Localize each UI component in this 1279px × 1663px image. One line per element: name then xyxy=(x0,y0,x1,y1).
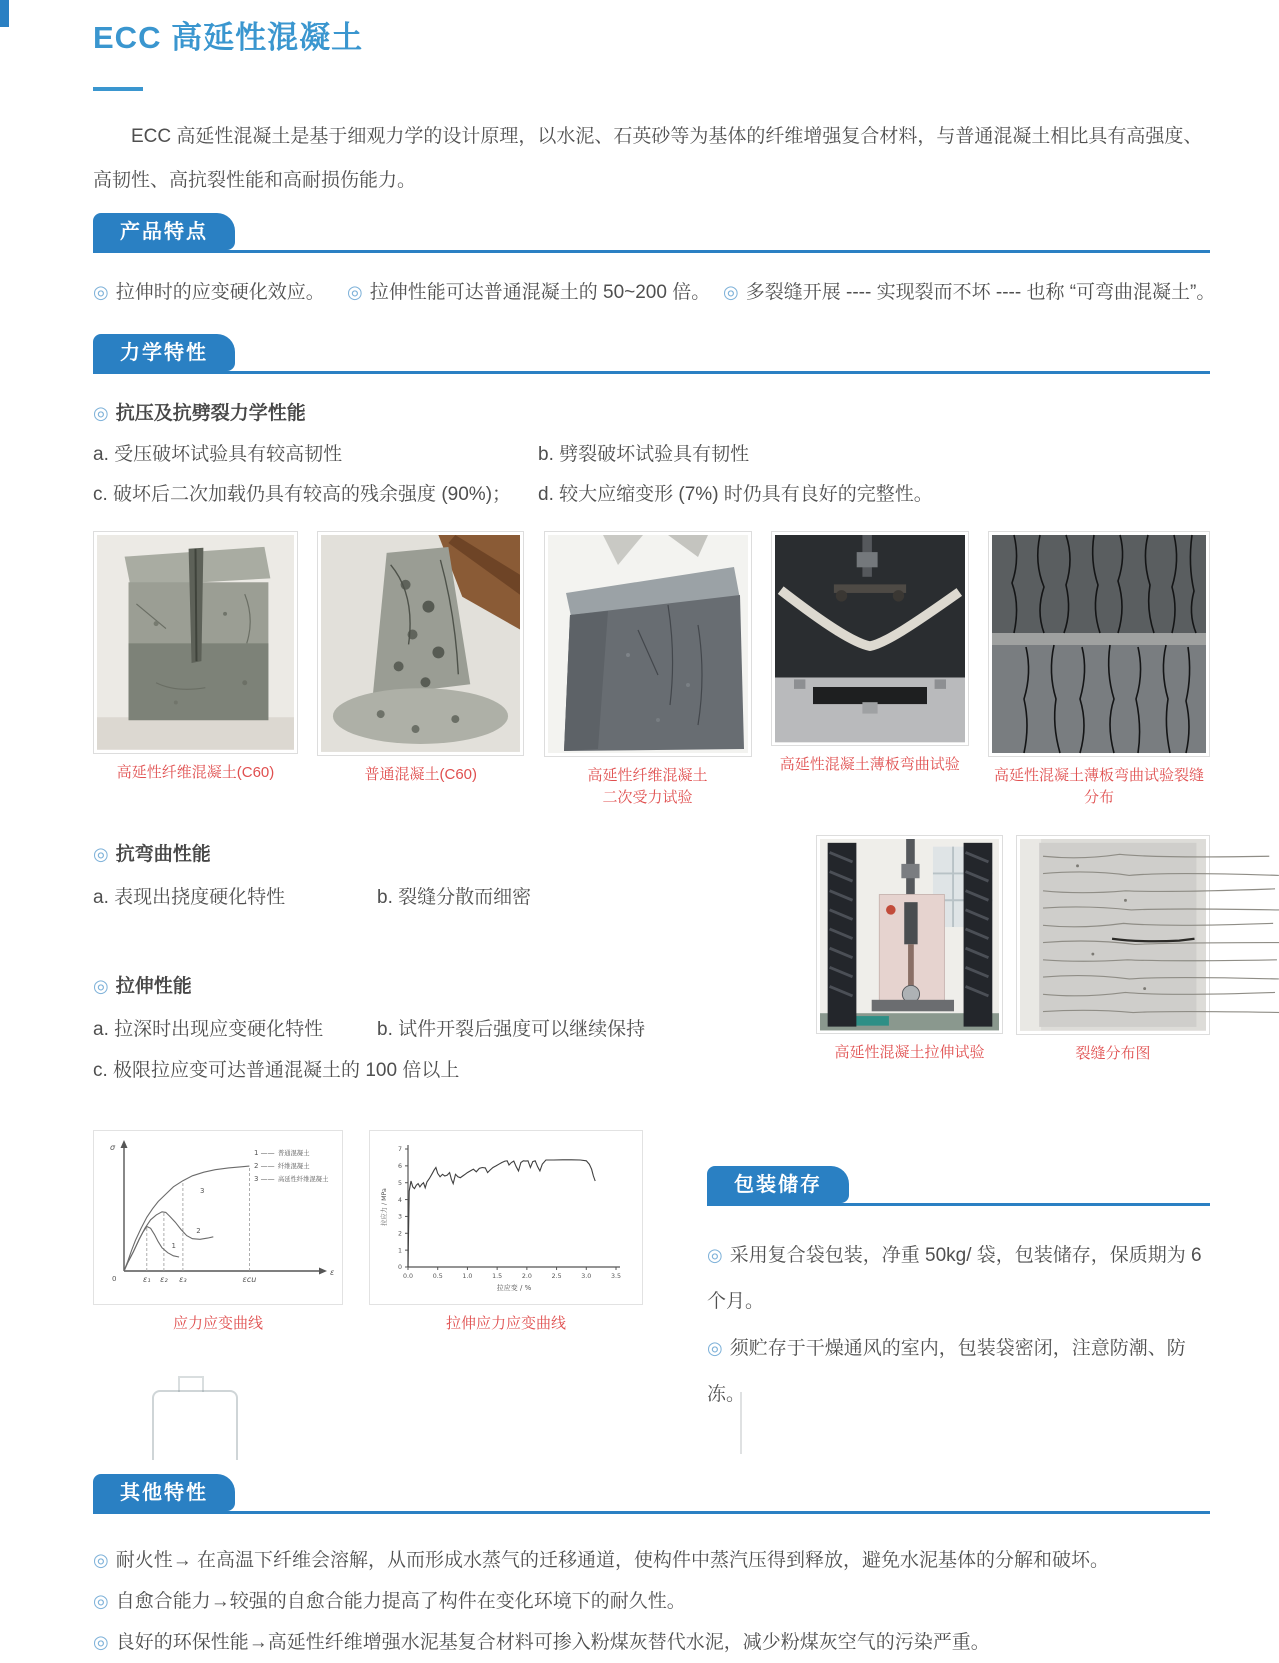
double-circle-bullet-icon: ◎ xyxy=(723,282,739,302)
bending-item-a: a. 表现出挠度硬化特性 xyxy=(93,887,286,908)
double-circle-bullet-icon: ◎ xyxy=(93,844,109,864)
stress-strain-chart xyxy=(93,1130,343,1305)
figure-tensile-curve-chart xyxy=(369,1130,643,1335)
svg-text:3: 3 xyxy=(200,1186,205,1195)
photo-thin-plate-bending-test-image xyxy=(775,535,965,742)
feature-bullet-text: 多裂缝开展 ---- 实现裂而不坏 ---- 也称 “可弯曲混凝土”。 xyxy=(745,282,1216,303)
mid-section xyxy=(93,835,1210,1082)
tension-block xyxy=(93,971,816,1082)
feature-bullet-text: 拉伸时的应变硬化效应。 xyxy=(115,282,325,303)
tension-items xyxy=(93,1014,816,1041)
figure-crack-distribution xyxy=(988,531,1210,809)
features-bullet-row xyxy=(93,277,1216,304)
tension-item-a: a. 拉深时出现应变硬化特性 xyxy=(93,1019,324,1040)
photo-ecc-fiber-concrete-c60-image xyxy=(97,535,294,750)
section-heading-packaging: 包装储存 xyxy=(707,1166,849,1203)
chart-caption: 应力应变曲线 xyxy=(172,1315,263,1332)
svg-text:2.0: 2.0 xyxy=(521,1273,532,1280)
photo-crack-distribution-map-image xyxy=(1020,839,1206,1031)
section-packaging xyxy=(707,1166,1210,1206)
feature-bullet-text: 拉伸性能可达普通混凝土的 50~200 倍。 xyxy=(369,282,711,303)
svg-text:3: 3 xyxy=(397,1213,402,1221)
other-bullet-text: 耐火性→ 在高温下纤维会溶解，从而形成水蒸气的迁移通道，使构件中蒸汽压得到释放，避免水泥基体的分解和破坏。 xyxy=(115,1550,1110,1571)
svg-text:σ: σ xyxy=(110,1143,116,1152)
figure-tensile-test xyxy=(816,835,1003,1082)
svg-text:ε: ε xyxy=(330,1268,335,1277)
bending-subheading xyxy=(93,839,816,866)
svg-text:0.5: 0.5 xyxy=(432,1273,443,1280)
svg-text:1 ——: 1 —— xyxy=(254,1149,275,1157)
svg-text:ε₂: ε₂ xyxy=(160,1275,168,1284)
photo-caption: 裂缝分布图 xyxy=(1075,1044,1151,1062)
double-circle-bullet-icon: ◎ xyxy=(93,976,109,996)
svg-text:1.0: 1.0 xyxy=(462,1273,473,1280)
packaging-bullet xyxy=(707,1232,1210,1325)
other-bullet-text: 自愈合能力→较强的自愈合能力提高了构件在变化环境下的耐久性。 xyxy=(115,1591,686,1612)
photo-caption-line1: 高延性纤维混凝土 xyxy=(587,767,708,784)
other-bullet-text: 良好的环保性能→高延性纤维增强水泥基复合材料可掺入粉煤灰替代水泥，减少粉煤灰空气的污染严重。 xyxy=(115,1632,990,1653)
double-circle-bullet-icon: ◎ xyxy=(93,1550,109,1570)
photo-caption-line2: 二次受力试验 xyxy=(602,789,693,806)
compress-item-d: d. 较大应缩变形 (7%) 时仍具有良好的完整性。 xyxy=(538,484,933,505)
svg-text:纤维混凝土: 纤维混凝土 xyxy=(278,1163,310,1170)
section-heading-other: 其他特性 xyxy=(93,1474,235,1511)
double-circle-bullet-icon: ◎ xyxy=(93,403,109,423)
title-underline-decoration xyxy=(93,87,143,91)
svg-text:1.5: 1.5 xyxy=(492,1273,503,1280)
bending-item-b: b. 裂缝分散而细密 xyxy=(377,887,532,908)
section-mechanics xyxy=(93,334,1210,374)
compress-item-c: c. 破坏后二次加载仍具有较高的残余强度 (90%)； xyxy=(93,484,512,505)
svg-text:0: 0 xyxy=(397,1264,402,1272)
compress-item-a: a. 受压破坏试验具有较高韧性 xyxy=(93,444,343,465)
packaging-bullet-text: 采用复合袋包装，净重 50kg/ 袋，包装储存，保质期为 6 个月。 xyxy=(707,1245,1202,1312)
corner-blue-decoration xyxy=(0,0,9,27)
photo-ecc-secondary-load-test xyxy=(544,531,752,757)
svg-text:高延性纤维混凝土: 高延性纤维混凝土 xyxy=(278,1176,329,1183)
svg-text:3 ——: 3 —— xyxy=(254,1175,275,1183)
other-bullet xyxy=(93,1622,1210,1663)
photo-ecc-fiber-concrete-c60 xyxy=(93,531,298,754)
svg-text:2: 2 xyxy=(397,1230,402,1238)
svg-text:εcu: εcu xyxy=(242,1275,257,1284)
double-circle-bullet-icon: ◎ xyxy=(347,282,363,302)
photo-ecc-secondary-load-test-image xyxy=(548,535,748,753)
svg-text:5: 5 xyxy=(397,1179,402,1187)
double-circle-bullet-icon: ◎ xyxy=(707,1338,723,1358)
tensile-stress-strain-chart xyxy=(369,1130,643,1305)
photo-caption xyxy=(544,765,752,809)
figure-ecc-secondary-load xyxy=(544,531,752,809)
feature-bullet xyxy=(347,277,723,304)
figure-normal-c60 xyxy=(317,531,524,809)
svg-text:拉应变 / %: 拉应变 / % xyxy=(496,1284,532,1292)
tensile-stress-strain-chart-svg xyxy=(374,1135,638,1295)
double-circle-bullet-icon: ◎ xyxy=(93,1632,109,1652)
photo-caption: 高延性纤维混凝土(C60) xyxy=(116,763,275,781)
other-bullets xyxy=(93,1540,1210,1663)
double-circle-bullet-icon: ◎ xyxy=(93,282,109,302)
packaging-bullet-text: 须贮存于干燥通风的室内，包装袋密闭，注意防潮、防冻。 xyxy=(707,1338,1186,1405)
svg-text:ε₃: ε₃ xyxy=(179,1275,187,1284)
compress-item-b: b. 劈裂破坏试验具有韧性 xyxy=(538,444,750,465)
bending-items xyxy=(93,882,816,909)
svg-text:3.0: 3.0 xyxy=(581,1273,592,1280)
svg-text:1: 1 xyxy=(397,1247,402,1255)
figure-ecc-c60 xyxy=(93,531,298,809)
watermark-sketch-decoration xyxy=(152,1390,238,1460)
intro-paragraph: ECC 高延性混凝土是基于细观力学的设计原理，以水泥、石英砂等为基体的纤维增强复合材料，与普通混凝土相比具有高强度、高韧性、高抗裂性能和高耐损伤能力。 xyxy=(93,126,1203,191)
svg-text:拉应力 / MPa: 拉应力 / MPa xyxy=(381,1188,388,1226)
tension-title: 拉伸性能 xyxy=(115,976,192,997)
tension-subheading xyxy=(93,971,816,998)
svg-text:3.5: 3.5 xyxy=(610,1273,622,1280)
photo-tensile-test-machine-image xyxy=(820,839,999,1030)
svg-text:7: 7 xyxy=(397,1146,402,1154)
svg-text:0: 0 xyxy=(112,1275,117,1283)
svg-text:普通混凝土: 普通混凝土 xyxy=(278,1150,310,1157)
double-circle-bullet-icon: ◎ xyxy=(707,1245,723,1265)
charts-and-packaging xyxy=(93,1130,1210,1418)
bending-title: 抗弯曲性能 xyxy=(115,844,211,865)
photo-thin-plate-bending-test xyxy=(771,531,969,746)
photo-bending-crack-distribution xyxy=(988,531,1210,757)
photo-caption: 普通混凝土(C60) xyxy=(364,765,477,783)
mid-left-column xyxy=(93,835,816,1082)
feature-bullet xyxy=(723,277,1215,304)
svg-text:ε₁: ε₁ xyxy=(143,1275,151,1284)
photo-crack-distribution-map xyxy=(1016,835,1210,1035)
svg-text:2: 2 xyxy=(196,1227,201,1236)
svg-text:2.5: 2.5 xyxy=(551,1273,562,1280)
svg-text:2 ——: 2 —— xyxy=(254,1162,275,1170)
packaging-section xyxy=(707,1130,1210,1418)
compress-subheading xyxy=(93,398,1210,425)
photo-caption: 高延性混凝土薄板弯曲试验 xyxy=(779,756,960,774)
other-section xyxy=(93,1474,1210,1663)
tension-item-c: c. 极限拉应变可达普通混凝土的 100 倍以上 xyxy=(93,1060,460,1081)
svg-text:6: 6 xyxy=(397,1163,402,1171)
chart-caption: 拉伸应力应变曲线 xyxy=(445,1315,566,1332)
figure-stress-strain-chart xyxy=(93,1130,343,1335)
other-bullet xyxy=(93,1540,1210,1581)
watermark-line-decoration xyxy=(740,1392,742,1454)
mid-right-photos xyxy=(816,835,1210,1082)
photo-tensile-test-machine xyxy=(816,835,1003,1034)
page-title: ECC 高延性混凝土 xyxy=(93,20,364,55)
other-bullet xyxy=(93,1581,1210,1622)
svg-text:0.0: 0.0 xyxy=(402,1273,414,1280)
packaging-bullets xyxy=(707,1232,1210,1418)
section-heading-features: 产品特点 xyxy=(93,213,235,250)
photo-normal-concrete-c60-image xyxy=(321,535,520,752)
section-features xyxy=(93,213,1210,253)
compress-title: 抗压及抗劈裂力学性能 xyxy=(115,403,306,424)
feature-bullet xyxy=(93,277,347,304)
section-heading-mechanics: 力学特性 xyxy=(93,334,235,371)
packaging-bullet xyxy=(707,1325,1210,1418)
stress-strain-chart-svg xyxy=(98,1135,338,1295)
figure-thin-plate-bending xyxy=(771,531,969,809)
photo-caption: 高延性混凝土薄板弯曲试验裂缝分布 xyxy=(993,767,1204,806)
specimen-photo-row xyxy=(93,531,1210,809)
compress-items xyxy=(93,441,1210,509)
svg-text:1: 1 xyxy=(171,1241,176,1250)
photo-normal-concrete-c60 xyxy=(317,531,524,756)
photo-caption: 高延性混凝土拉伸试验 xyxy=(834,1044,985,1062)
svg-text:4: 4 xyxy=(397,1196,402,1204)
tension-item-b: b. 试件开裂后强度可以继续保持 xyxy=(377,1019,646,1040)
section-other xyxy=(93,1474,1210,1514)
double-circle-bullet-icon: ◎ xyxy=(93,1591,109,1611)
figure-crack-map xyxy=(1016,835,1210,1082)
photo-bending-crack-distribution-image xyxy=(992,535,1206,753)
